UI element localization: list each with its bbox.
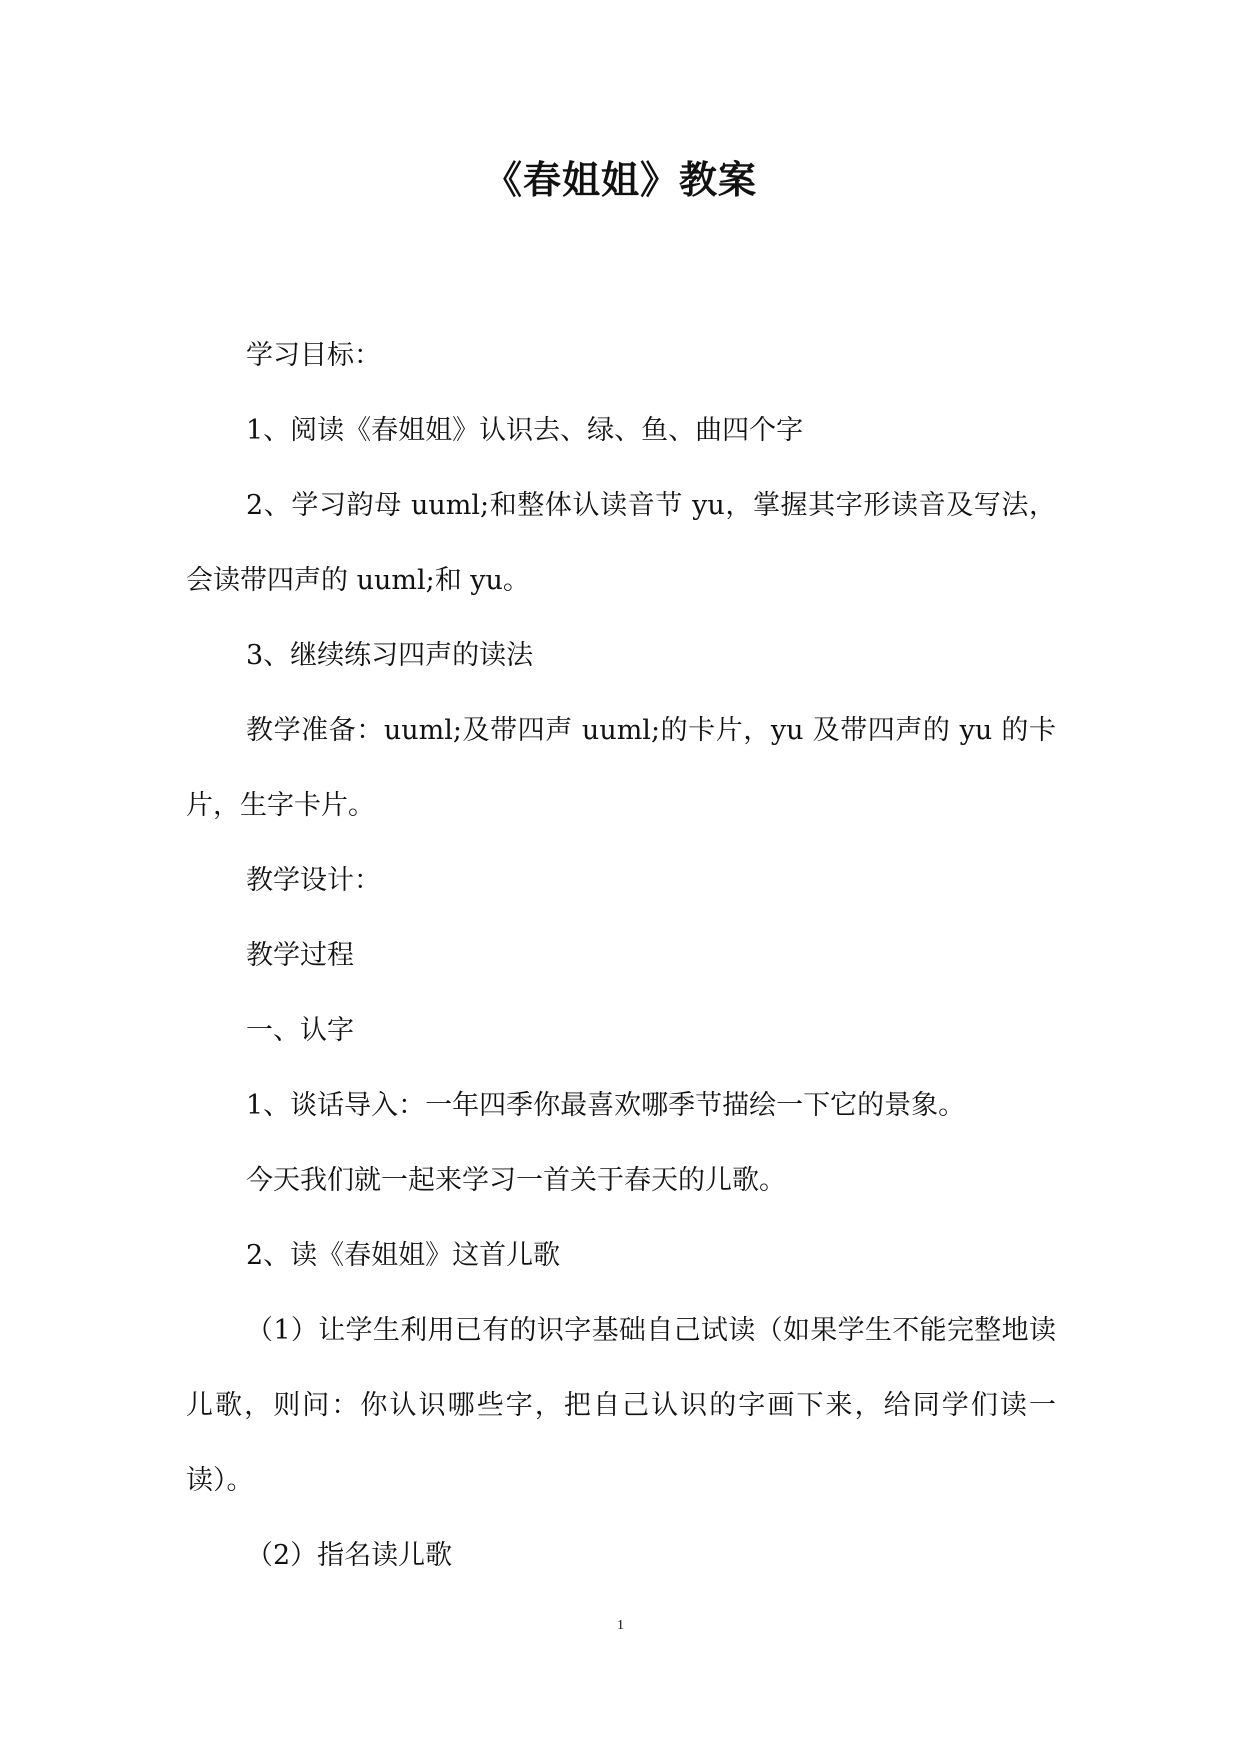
page-number: 1 bbox=[617, 1618, 624, 1633]
paragraph-step-2-item-2: （2）指名读儿歌 bbox=[246, 1540, 453, 1571]
document-body bbox=[186, 318, 1056, 1593]
paragraph-step-1-continued: 今天我们就一起来学习一首关于春天的儿歌。 bbox=[246, 1165, 786, 1196]
paragraph-preparation: 教学准备：uuml;及带四声 uuml;的卡片，yu 及带四声的 yu 的卡片，生字卡片。 bbox=[186, 715, 1056, 821]
paragraph-section-1-heading: 一、认字 bbox=[246, 1015, 354, 1046]
paragraph-process-heading: 教学过程 bbox=[246, 940, 354, 971]
paragraph-step-1: 1、谈话导入：一年四季你最喜欢哪季节描绘一下它的景象。 bbox=[246, 1090, 966, 1121]
paragraph-learning-goals-heading: 学习目标： bbox=[246, 340, 381, 371]
paragraph-goal-3: 3、继续练习四声的读法 bbox=[246, 640, 534, 671]
paragraph-goal-2: 2、学习韵母 uuml;和整体认读音节 yu，掌握其字形读音及写法，会读带四声的 uuml;和 yu。 bbox=[186, 490, 1056, 596]
paragraph-design-heading: 教学设计： bbox=[246, 865, 381, 896]
paragraph-goal-1: 1、阅读《春姐姐》认识去、绿、鱼、曲四个字 bbox=[246, 415, 804, 446]
document-title: 《春姐姐》教案 bbox=[483, 157, 757, 202]
paragraph-step-2: 2、读《春姐姐》这首儿歌 bbox=[246, 1240, 561, 1271]
paragraph-step-2-item-1: （1）让学生利用已有的识字基础自己试读（如果学生不能完整地读儿歌，则问：你认识哪些字，把自己认识的字画下来，给同学们读一读）。 bbox=[186, 1315, 1056, 1496]
